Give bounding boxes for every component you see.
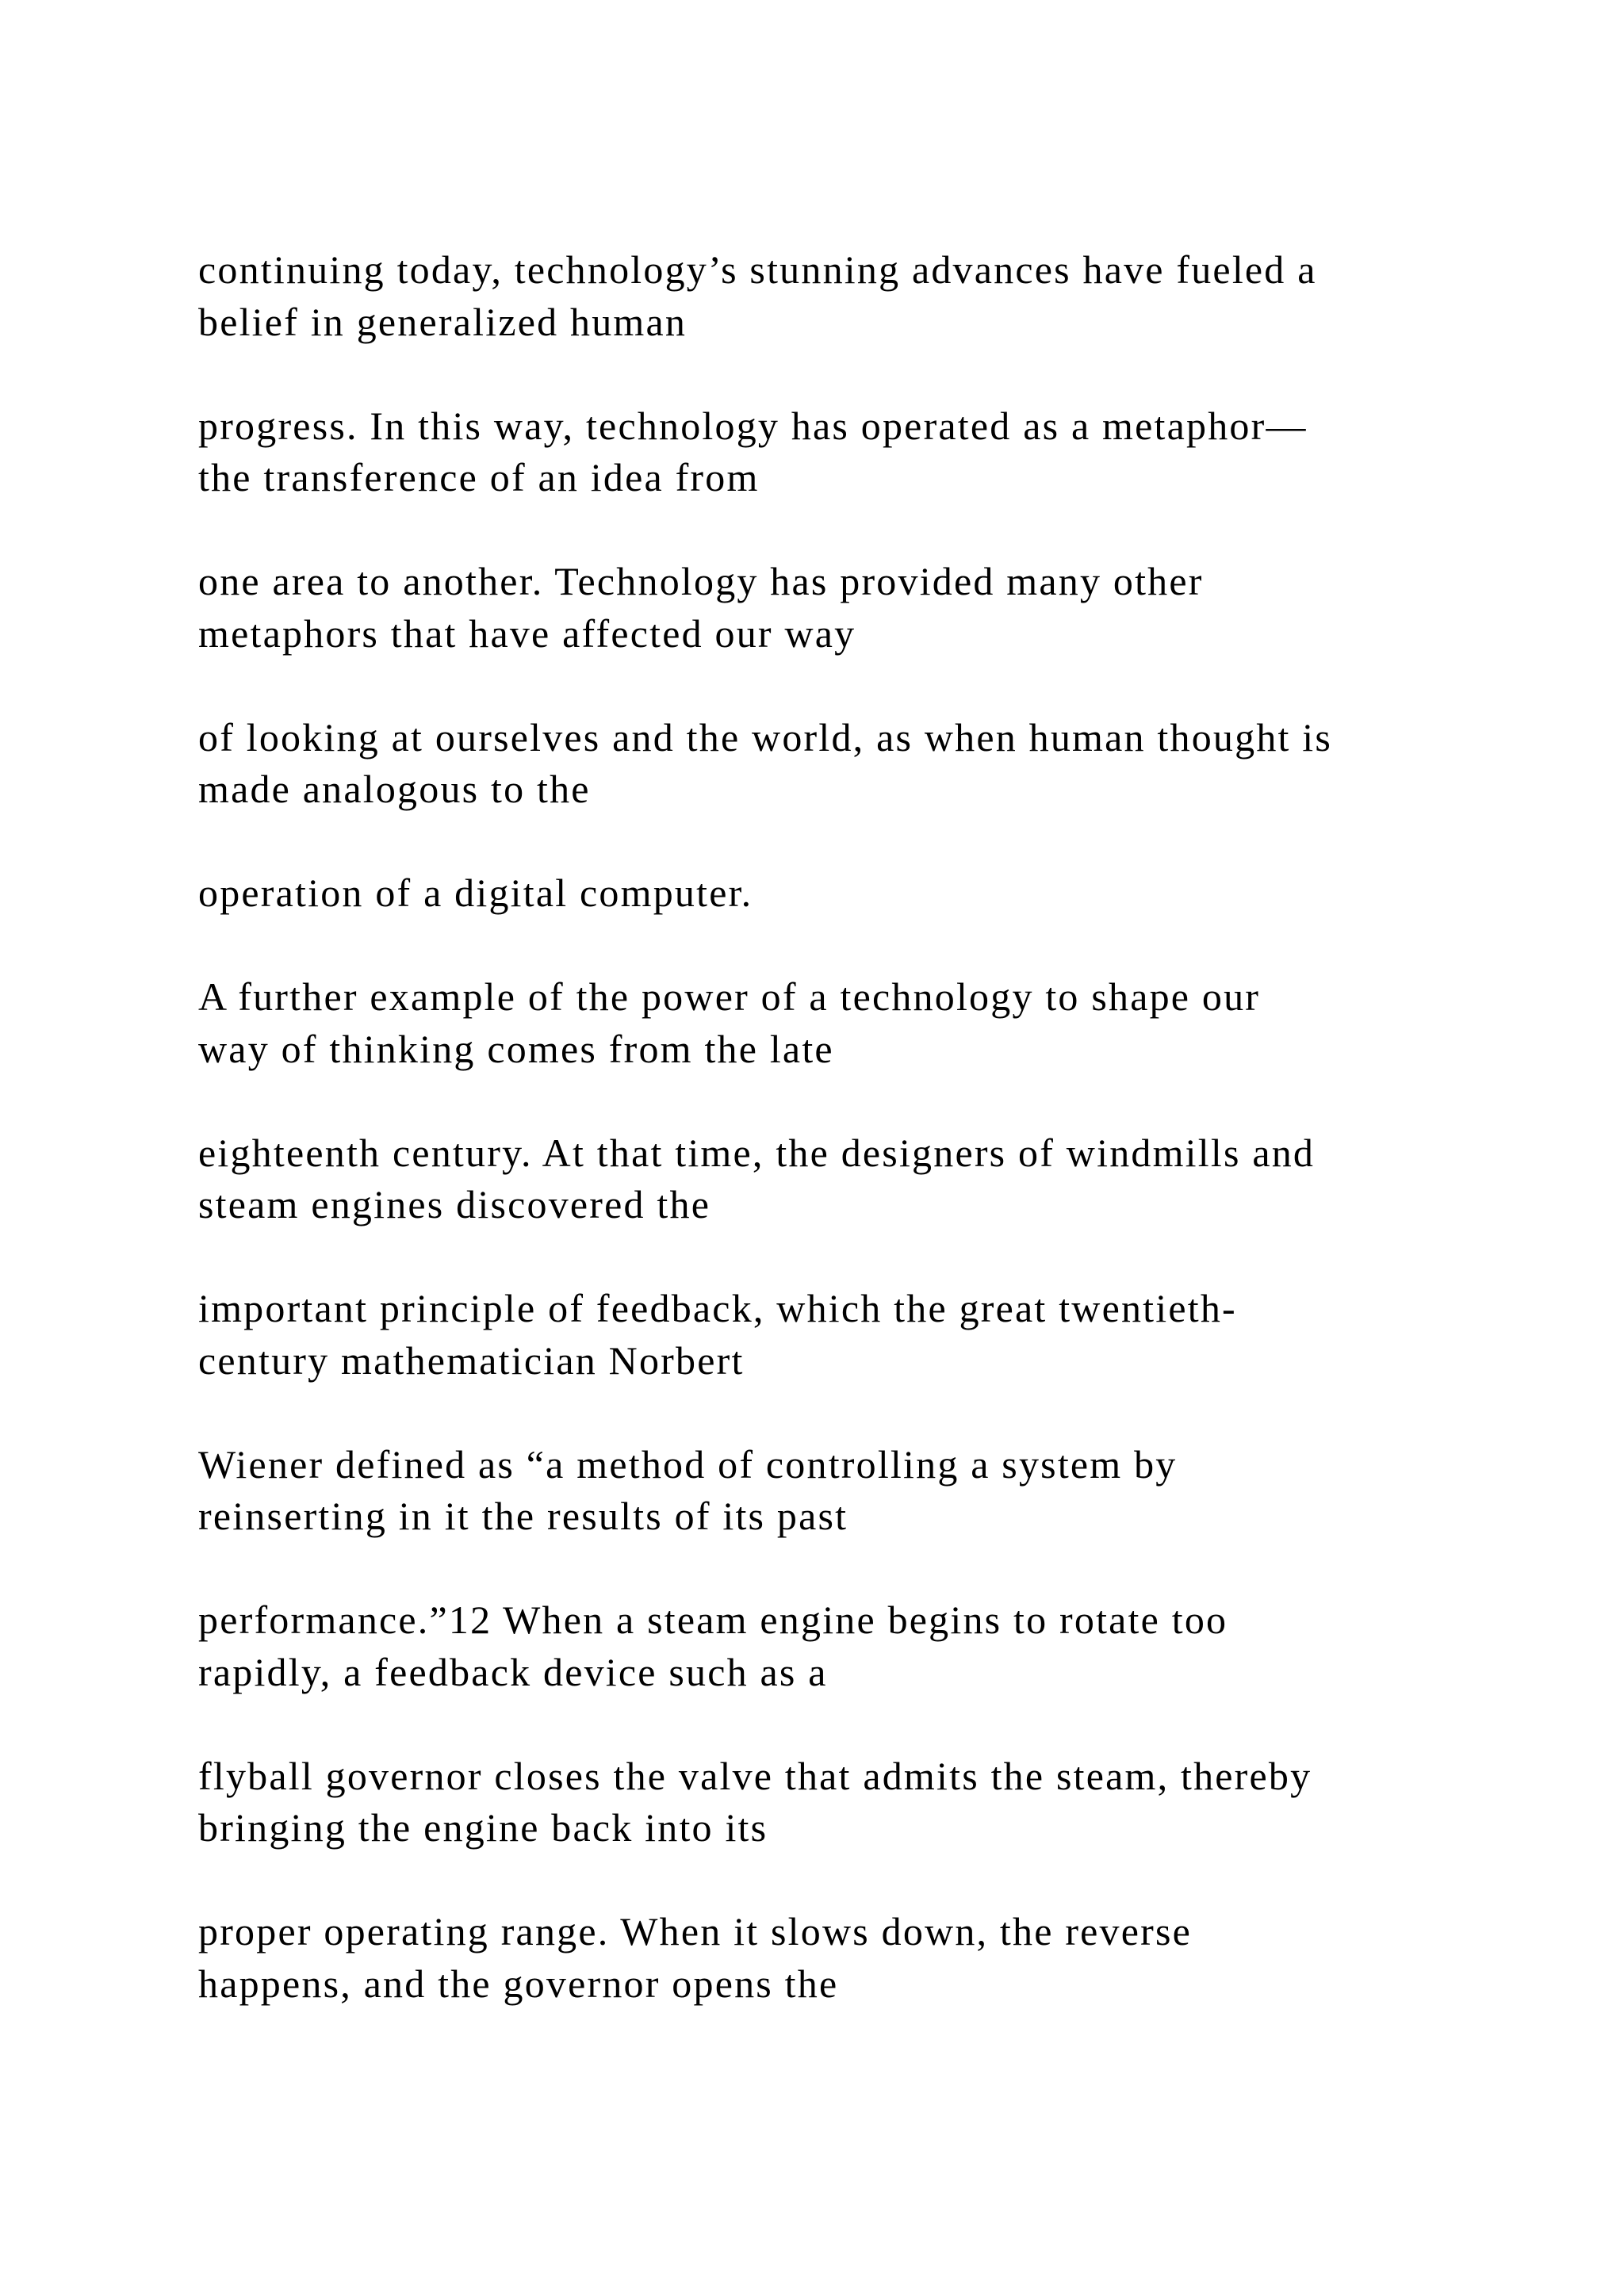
text-line: steam engines discovered the bbox=[198, 1182, 711, 1226]
text-line: important principle of feedback, which the great twentieth- bbox=[198, 1286, 1237, 1330]
text-line: eighteenth century. At that time, the designers of windmills and bbox=[198, 1130, 1316, 1175]
paragraph bbox=[198, 244, 1499, 348]
text-line: one area to another. Technology has provided many other bbox=[198, 559, 1204, 603]
text-line: of looking at ourselves and the world, as when human thought is bbox=[198, 714, 1333, 760]
paragraph bbox=[198, 1283, 1499, 1387]
text-line: reinserting in it the results of its past bbox=[198, 1494, 848, 1538]
text-line: flyball governor closes the valve that admits the steam, thereby bbox=[198, 1753, 1312, 1798]
paragraph bbox=[198, 556, 1499, 660]
text-line: proper operating range. When it slows down, the reverse bbox=[198, 1909, 1193, 1954]
text-line: performance.”12 When a steam engine begins to rotate too bbox=[198, 1598, 1228, 1642]
paragraph bbox=[198, 867, 1499, 920]
paragraph bbox=[198, 1751, 1499, 1854]
text-line: way of thinking comes from the late bbox=[198, 1026, 834, 1071]
text-line: bringing the engine back into its bbox=[198, 1805, 768, 1850]
text-line: century mathematician Norbert bbox=[198, 1337, 745, 1383]
paragraph bbox=[198, 1439, 1499, 1543]
text-line: metaphors that have affected our way bbox=[198, 610, 856, 656]
text-line: operation of a digital computer. bbox=[198, 871, 753, 915]
paragraph bbox=[198, 1906, 1499, 2010]
text-line: continuing today, technology’s stunning advances have fueled a bbox=[198, 247, 1317, 292]
text-line: belief in generalized human bbox=[198, 299, 688, 344]
paragraph bbox=[198, 400, 1499, 504]
text-line: A further example of the power of a technology to shape our bbox=[198, 974, 1261, 1019]
text-line: rapidly, a feedback device such as a bbox=[198, 1649, 828, 1694]
body-text bbox=[198, 244, 1499, 2062]
text-line: made analogous to the bbox=[198, 767, 591, 811]
text-line: happens, and the governor opens the bbox=[198, 1961, 839, 2006]
paragraph bbox=[198, 1127, 1499, 1231]
text-line: the transference of an idea from bbox=[198, 455, 760, 499]
text-line: progress. In this way, technology has operated as a metaphor— bbox=[198, 403, 1308, 448]
paragraph bbox=[198, 712, 1499, 816]
text-line: Wiener defined as “a method of controlling a system by bbox=[198, 1441, 1178, 1487]
paragraph bbox=[198, 1594, 1499, 1698]
paragraph bbox=[198, 971, 1499, 1075]
